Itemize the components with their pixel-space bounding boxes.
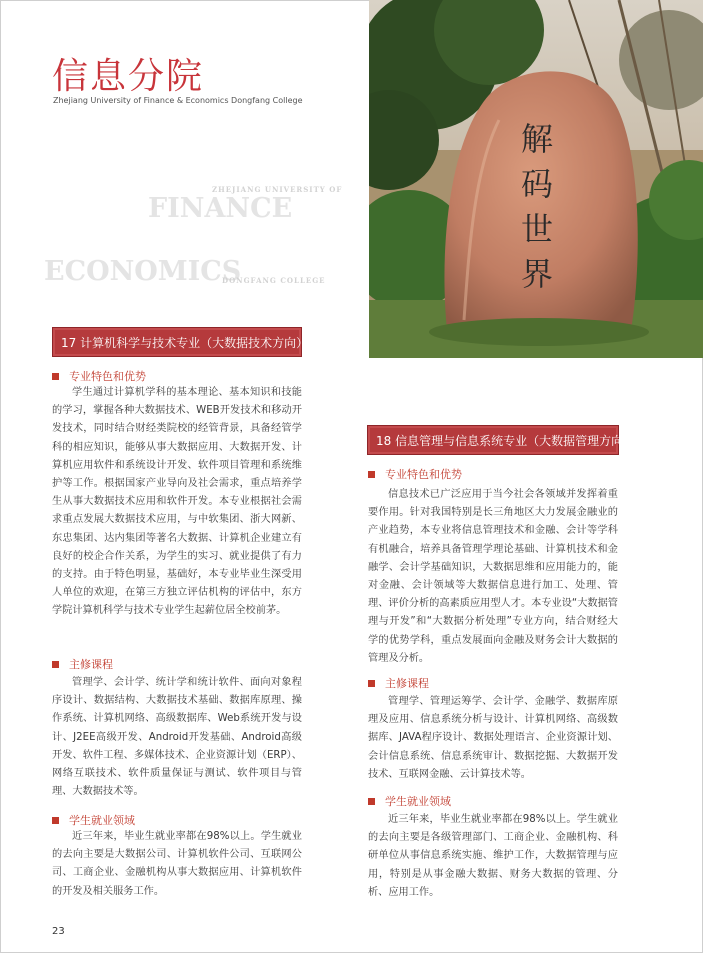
left-sec2-heading — [52, 656, 113, 672]
stone-char-4: 界 — [521, 255, 554, 293]
left-sec1-text: 学生通过计算机学科的基本理论、基本知识和技能的学习，掌握各种大数据技术、WEB开发技术和移动开发技术，同时结合财经类院校的经管背景，具备经管学科的相应知识，能够从事大数据应用、大数据开发、计算机应用软件和系统设计开发、软件项目管理和系统维护等工作。根据国家产业导向及社会需求，重点培养学生从事大数据技术应用和软件开发。本专业根据社会需求重点发展大数据技术应用，与中软集团、浙大网新、东忠集团、达内集团等著名大数据、计算机企业建立有良好的校企合作关系，为学生的实习、就业提供了有力的支持。由于特色明显，基础好，本专业毕业生深受用人单位的欢迎，在第三方独立评估机构的评估中，东方学院计算机科学与技术专业学生起薪位居全校前茅。 — [52, 387, 302, 617]
stone-char-1: 解 — [521, 120, 554, 158]
major-18-header — [367, 425, 636, 455]
major-17-title: 17 计算机科学与技术专业（大数据技术方向） — [61, 335, 309, 350]
bullet-square-icon — [368, 798, 375, 805]
page-number: 23 — [52, 926, 65, 937]
left-sec1-heading — [52, 368, 146, 384]
right-sec2-text: 管理学、管理运筹学、会计学、金融学、数据库原理及应用、信息系统分析与设计、计算机网络、高级数据库、JAVA程序设计、数据处理语言、企业资源计划、会计信息系统、信息系统审计、数据挖掘、大数据开发技术、互联网金融、云计算技术等。 — [368, 696, 618, 780]
bullet-square-icon — [52, 373, 59, 380]
stone-char-3: 世 — [521, 210, 554, 248]
left-sec2-title: 主修课程 — [69, 658, 113, 671]
page-subtitle: Zhejiang University of Finance & Economics Dongfang College — [53, 96, 303, 105]
watermark-univ: ZHEJIANG UNIVERSITY OF — [212, 185, 343, 194]
right-sec2-title: 主修课程 — [385, 677, 429, 690]
stone-char-2: 码 — [521, 165, 554, 203]
right-sec3-title: 学生就业领域 — [385, 795, 451, 808]
right-sec2-heading — [368, 675, 429, 691]
left-sec3-text: 近三年来，毕业生就业率都在98%以上。学生就业的去向主要是大数据公司、计算机软件公司、互联网公司、工商企业、金融机构从事大数据应用、计算机软件的开发及相关服务工作。 — [52, 831, 302, 897]
watermark-economics: ECONOMICS — [44, 256, 242, 287]
right-sec1-text: 信息技术已广泛应用于当今社会各领域并发挥着重要作用。针对我国特别是长三角地区大力发展金融业的产业趋势，本专业将信息管理技术和金融、会计等学科有机融合，培养具备管理学理论基础、计算机技术和金融学、会计学基础知识，大数据思维和应用能力的，能对金融、会计领域等大数据信息进行加工、处理、管理、评价分析的高素质应用型人才。本专业设“大数据管理与开发”和“大数据分析处理”专业方向，结合财经大学的优势学科，重点发展面向金融及财务会计大数据的管理及分析。 — [368, 489, 618, 664]
major-17-header — [52, 327, 309, 357]
bullet-square-icon — [368, 680, 375, 687]
right-sec3-text: 近三年来，毕业生就业率都在98%以上。学生就业的去向主要是各级管理部门、工商企业、金融机构、科研单位从事信息系统实施、维护工作，大数据管理与应用，特别是从事金融大数据、财务大数据的管理、分析、应用工作。 — [368, 814, 618, 898]
page-title: 信息分院 — [52, 56, 205, 97]
watermark-finance: FINANCE — [148, 193, 293, 224]
bullet-square-icon — [52, 817, 59, 824]
bullet-square-icon — [368, 471, 375, 478]
right-sec1-heading — [368, 466, 462, 482]
left-sec3-heading — [52, 812, 135, 828]
left-sec3-title: 学生就业领域 — [69, 814, 135, 827]
bullet-square-icon — [52, 661, 59, 668]
right-sec3-heading — [368, 793, 451, 809]
right-sec1-title: 专业特色和优势 — [385, 468, 462, 481]
major-18-title: 18 信息管理与信息系统专业（大数据管理方向） — [376, 433, 636, 448]
left-sec1-title: 专业特色和优势 — [69, 370, 146, 383]
stone-photo-drawing — [369, 0, 703, 358]
left-sec2-text: 管理学、会计学、统计学和统计软件、面向对象程序设计、数据结构、大数据技术基础、数据库原理、操作系统、计算机网络、高级数据库、Web系统开发与设计、J2EE高级开发、Android开发基础、Android高级开发、软件工程、多媒体技术、企业资源计划（ERP）、网络互联技术、软件质量保证与测试、软件项目与管理、大数据技术等。 — [52, 677, 302, 798]
stone-photo — [369, 0, 703, 358]
watermark-college: DONGFANG COLLEGE — [222, 276, 326, 285]
